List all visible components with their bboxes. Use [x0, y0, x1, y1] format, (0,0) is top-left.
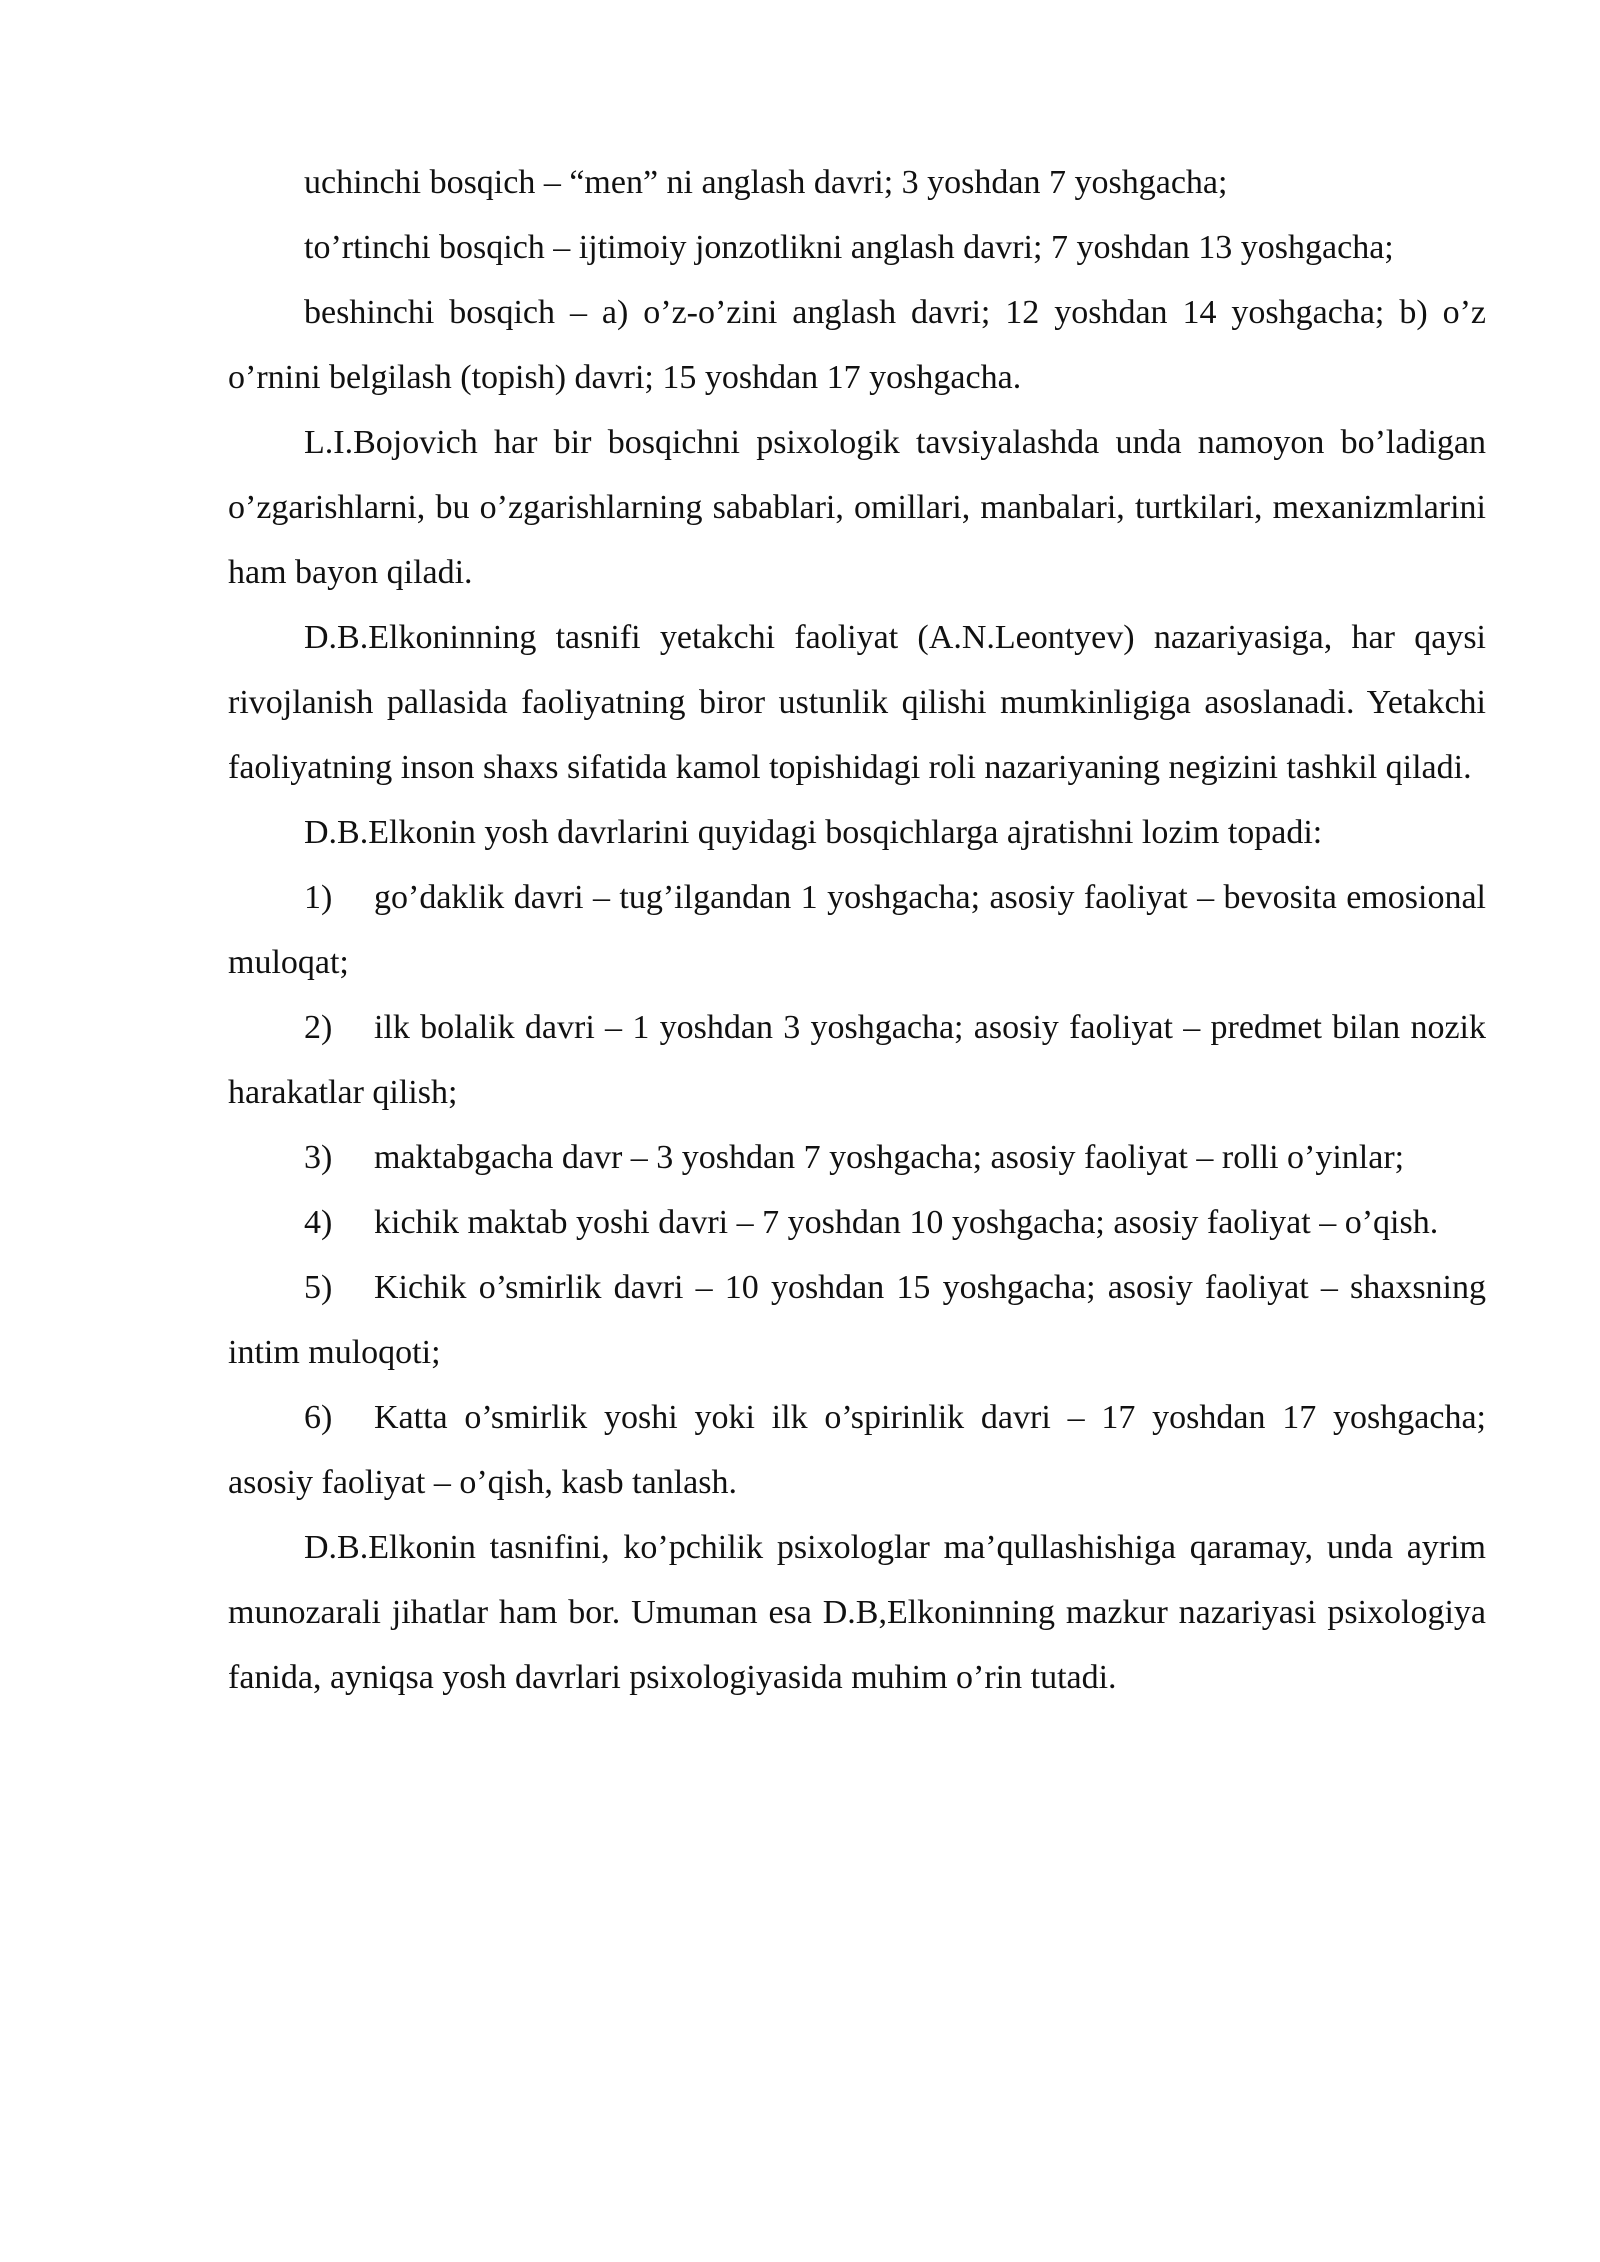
document-page — [228, 150, 1486, 1710]
list-item — [228, 865, 1486, 995]
list-item-text: Kichik o’smirlik davri – 10 yoshdan 15 yoshgacha; asosiy faoliyat – shaxsning intim muloqoti; — [228, 1269, 1486, 1371]
list-item-number: 5) — [304, 1269, 333, 1306]
list-item-text: Katta o’smirlik yoshi yoki ilk o’spirinlik davri – 17 yoshdan 17 yoshgacha; asosiy faoliyat – o’qish, kasb tanlash. — [228, 1399, 1486, 1501]
list-item-text: maktabgacha davr – 3 yoshdan 7 yoshgacha; asosiy faoliyat – rolli o’yinlar; — [374, 1139, 1405, 1176]
paragraph-stage-five: beshinchi bosqich – a) o’z-o’zini anglash davri; 12 yoshdan 14 yoshgacha; b) o’z o’rnini belgilash (topish) davri; 15 yoshdan 17 yoshgacha. — [228, 294, 1486, 396]
list-item — [228, 995, 1486, 1125]
list-item — [228, 1255, 1486, 1385]
paragraph-stage-three: uchinchi bosqich – “men” ni anglash davri; 3 yoshdan 7 yoshgacha; — [304, 164, 1228, 201]
paragraph-stage-four: to’rtinchi bosqich – ijtimoiy jonzotlikni anglash davri; 7 yoshdan 13 yoshgacha; — [304, 229, 1394, 266]
list-item-text: kichik maktab yoshi davri – 7 yoshdan 10 yoshgacha; asosiy faoliyat – o’qish. — [374, 1204, 1439, 1241]
list-item-text: go’daklik davri – tug’ilgandan 1 yoshgacha; asosiy faoliyat – bevosita emosional muloqat; — [228, 879, 1486, 981]
paragraph-elkonin-classification: D.B.Elkoninning tasnifi yetakchi faoliyat (A.N.Leontyev) nazariyasiga, har qaysi rivojlanish pallasida faoliyatning biror ustunlik qilishi mumkinligiga asoslanadi. Yetakchi faoliyatning inson shaxs sifatida kamol topishidagi roli nazariyaning negizini tashkil qiladi. — [228, 619, 1486, 786]
list-item-number: 4) — [304, 1204, 333, 1241]
list-item-number: 2) — [304, 1009, 333, 1046]
paragraph-elkonin-intro: D.B.Elkonin yosh davrlarini quyidagi bosqichlarga ajratishni lozim topadi: — [304, 814, 1323, 851]
list-item-text: ilk bolalik davri – 1 yoshdan 3 yoshgacha; asosiy faoliyat – predmet bilan nozik harakatlar qilish; — [228, 1009, 1486, 1111]
list-item-number: 1) — [304, 879, 333, 916]
paragraph-conclusion: D.B.Elkonin tasnifini, ko’pchilik psixologlar ma’qullashishiga qaramay, unda ayrim munozarali jihatlar ham bor. Umuman esa D.B,Elkoninning mazkur nazariyasi psixologiya fanida, ayniqsa yosh davrlari psixologiyasida muhim o’rin tutadi. — [228, 1529, 1486, 1696]
paragraph-bojovich: L.I.Bojovich har bir bosqichni psixologik tavsiyalashda unda namoyon bo’ladigan o’zgarishlarni, bu o’zgarishlarning sabablari, omillari, manbalari, turtkilari, mexanizmlarini ham bayon qiladi. — [228, 424, 1486, 591]
list-item — [228, 1125, 1486, 1190]
list-item-number: 3) — [304, 1139, 333, 1176]
list-item-number: 6) — [304, 1399, 333, 1436]
list-item — [228, 1385, 1486, 1515]
list-item — [228, 1190, 1486, 1255]
